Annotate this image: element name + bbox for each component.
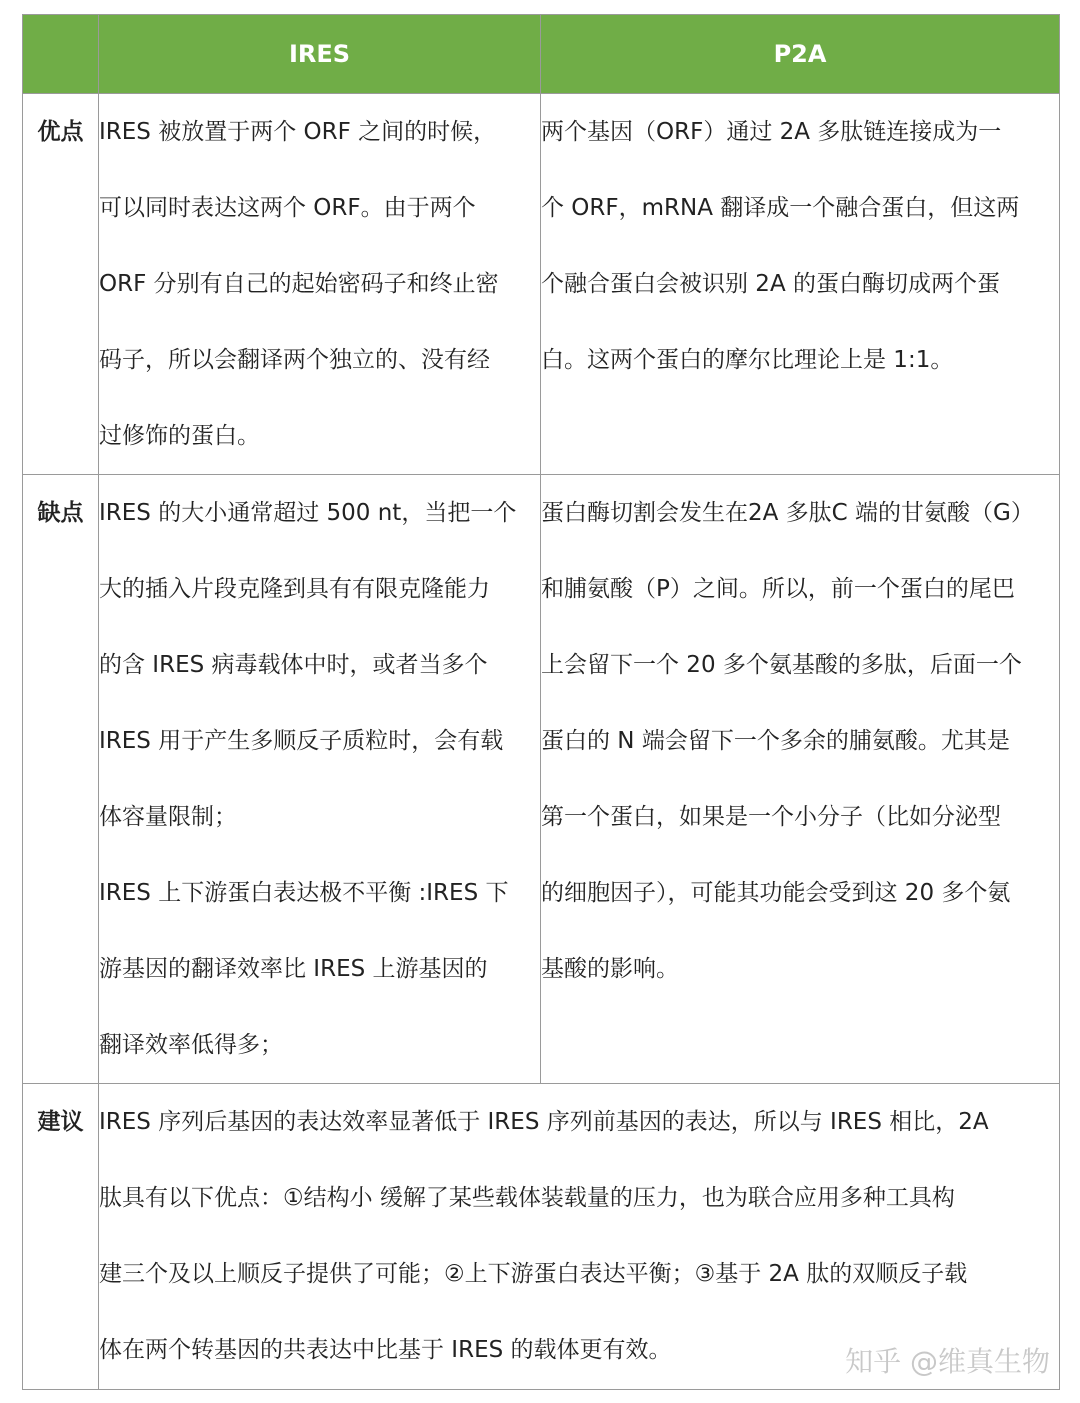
ires-header: IRES bbox=[99, 15, 541, 94]
text-line: 的含 IRES 病毒载体中时，或者当多个 bbox=[99, 652, 488, 678]
text-line: IRES 上下游蛋白表达极不平衡 :IRES 下 bbox=[99, 880, 509, 906]
text-line: 体容量限制； bbox=[99, 804, 237, 830]
p2a-header: P2A bbox=[541, 15, 1060, 94]
text-line: IRES 用于产生多顺反子质粒时，会有载 bbox=[99, 728, 504, 754]
text-line: 和脯氨酸（P）之间。所以，前一个蛋白的尾巴 bbox=[541, 576, 1015, 602]
text-line: 建三个及以上顺反子提供了可能；②上下游蛋白表达平衡；③基于 2A 肽的双顺反子载 bbox=[99, 1261, 968, 1287]
text-line: 过修饰的蛋白。 bbox=[99, 423, 260, 449]
comparison-table bbox=[22, 14, 1060, 1390]
row-label-disadvantages bbox=[23, 475, 99, 1084]
text-line: 游基因的翻译效率比 IRES 上游基因的 bbox=[99, 956, 488, 982]
disadvantages-row bbox=[23, 475, 1060, 1084]
text-line: 码子，所以会翻译两个独立的、没有经 bbox=[99, 347, 490, 373]
text-line: 上会留下一个 20 多个氨基酸的多肽，后面一个 bbox=[541, 652, 1022, 678]
text-line: 大的插入片段克隆到具有有限克隆能力 bbox=[99, 576, 490, 602]
row-label-suggestion bbox=[23, 1084, 99, 1390]
text-line: 体在两个转基因的共表达中比基于 IRES 的载体更有效。 bbox=[99, 1337, 672, 1363]
header-row bbox=[23, 15, 1060, 94]
row-label: 建议 bbox=[37, 1109, 84, 1135]
text-line: 翻译效率低得多； bbox=[99, 1032, 283, 1058]
text-line: IRES 的大小通常超过 500 nt，当把一个 bbox=[99, 500, 517, 526]
text-line: 个 ORF，mRNA 翻译成一个融合蛋白，但这两 bbox=[541, 195, 1020, 221]
text-line: 个融合蛋白会被识别 2A 的蛋白酶切成两个蛋 bbox=[541, 271, 1000, 297]
advantages-row bbox=[23, 94, 1060, 475]
text-line: IRES 被放置于两个 ORF 之间的时候， bbox=[99, 119, 497, 145]
row-label: 缺点 bbox=[37, 500, 84, 526]
text-line: 蛋白的 N 端会留下一个多余的脯氨酸。尤其是 bbox=[541, 728, 1010, 754]
advantages-ires-cell bbox=[99, 94, 541, 475]
watermark: 知乎 @维真生物 bbox=[845, 1345, 1050, 1378]
text-line: 基酸的影响。 bbox=[541, 956, 679, 982]
corner-header bbox=[23, 15, 99, 94]
disadvantages-ires-cell bbox=[99, 475, 541, 1084]
disadvantages-p2a-cell bbox=[541, 475, 1060, 1084]
text-line: ORF 分别有自己的起始密码子和终止密 bbox=[99, 271, 499, 297]
text-line: 的细胞因子），可能其功能会受到这 20 多个氨 bbox=[541, 880, 1011, 906]
text-line: 两个基因（ORF）通过 2A 多肽链连接成为一 bbox=[541, 119, 1002, 145]
text-line: 白。这两个蛋白的摩尔比理论上是 1:1。 bbox=[541, 347, 954, 373]
text-line: 蛋白酶切割会发生在2A 多肽C 端的甘氨酸（G） bbox=[541, 500, 1034, 526]
text-line: 第一个蛋白，如果是一个小分子（比如分泌型 bbox=[541, 804, 1001, 830]
row-label-advantages bbox=[23, 94, 99, 475]
text-line: 肽具有以下优点：①结构小 缓解了某些载体装载量的压力，也为联合应用多种工具构 bbox=[99, 1185, 955, 1211]
text-line: 可以同时表达这两个 ORF。由于两个 bbox=[99, 195, 476, 221]
text-line: IRES 序列后基因的表达效率显著低于 IRES 序列前基因的表达，所以与 IRES 相比，2A bbox=[99, 1109, 989, 1135]
row-label: 优点 bbox=[37, 119, 84, 145]
advantages-p2a-cell bbox=[541, 94, 1060, 475]
